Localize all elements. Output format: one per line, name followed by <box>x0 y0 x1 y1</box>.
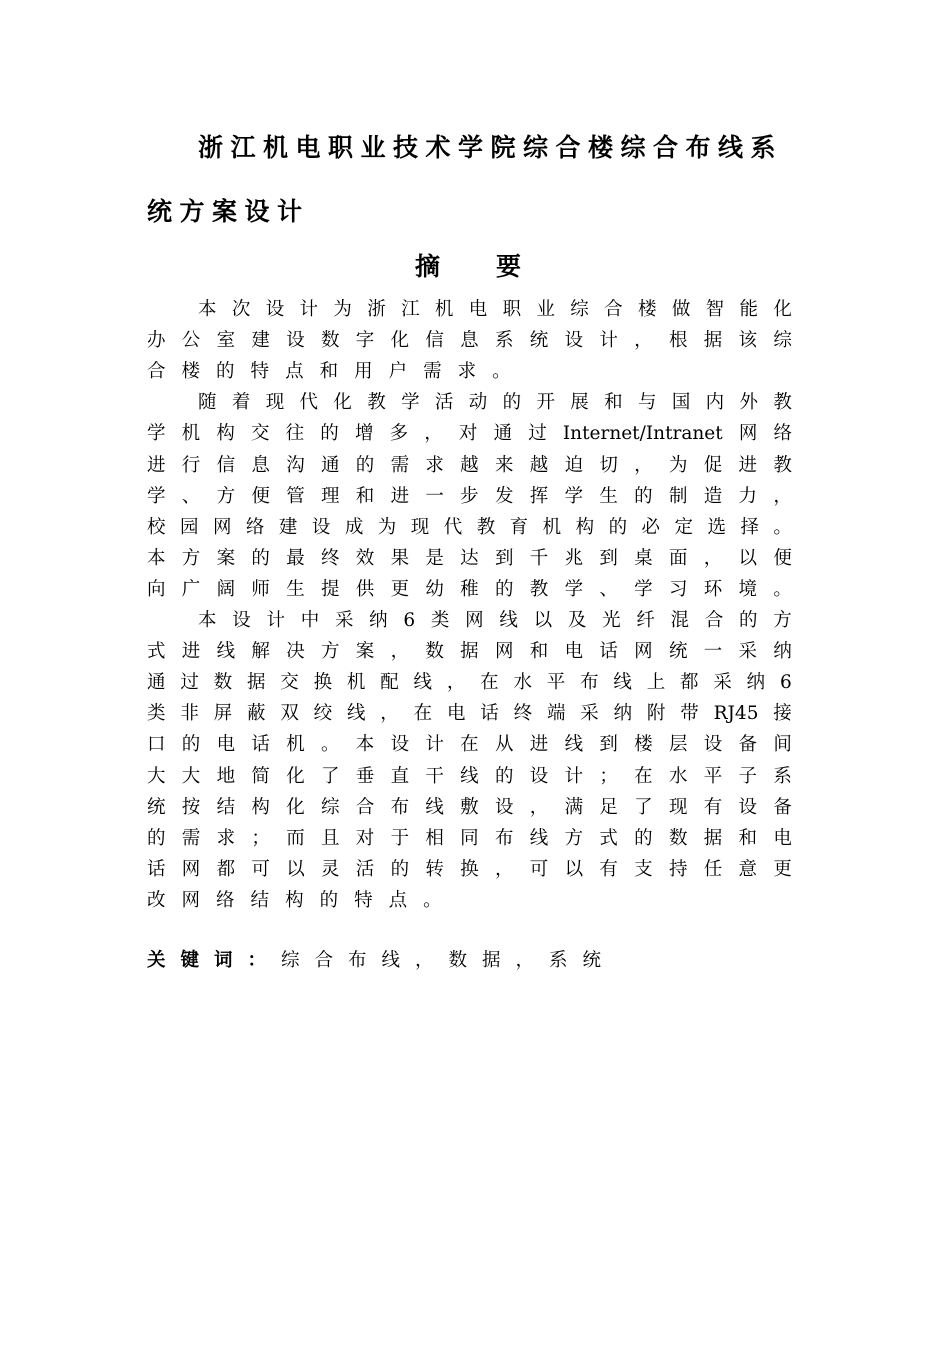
abstract-line: 本 次 设 计 为 浙 江 机 电 职 业 综 合 楼 做 智 能 化 <box>198 299 792 320</box>
abstract-line: 随 着 现 代 化 教 学 活 动 的 开 展 和 与 国 内 外 教 <box>198 392 792 414</box>
keywords-line <box>147 948 616 974</box>
abstract-heading: 摘要 <box>415 252 578 281</box>
abstract-line: 的 需 求 ； 而 且 对 于 相 同 布 线 方 式 的 数 据 和 电 <box>147 827 792 849</box>
abstract-line: 进 行 信 息 沟 通 的 需 求 越 来 越 迫 切 ， 为 促 进 教 <box>147 454 792 476</box>
abstract-line: 式 进 线 解 决 方 案 ， 数 据 网 和 电 话 网 统 一 采 纳 <box>147 641 792 663</box>
abstract-line: 向 广 阔 师 生 提 供 更 幼 稚 的 教 学 、 学 习 环 境 。 <box>147 578 792 600</box>
keywords-label: 关键词： <box>147 950 282 971</box>
abstract-line: 合 楼 的 特 点 和 用 户 需 求 。 <box>147 361 511 383</box>
abstract-line: 通 过 数 据 交 换 机 配 线 ， 在 水 平 布 线 上 都 采 纳 6 <box>147 672 792 694</box>
abstract-line: 改 网 络 结 构 的 特 点 。 <box>147 889 442 911</box>
abstract-line: 口 的 电 话 机 。 本 设 计 在 从 进 线 到 楼 层 设 备 间 <box>147 734 792 756</box>
abstract-line: 校 园 网 络 建 设 成 为 现 代 教 育 机 构 的 必 定 选 择 。 <box>147 516 792 538</box>
abstract-line: 话 网 都 可 以 灵 活 的 转 换 ， 可 以 有 支 持 任 意 更 <box>147 858 792 880</box>
abstract-line: 学 、 方 便 管 理 和 进 一 步 发 挥 学 生 的 制 造 力 ， <box>147 485 792 507</box>
abstract-line: 办 公 室 建 设 数 字 化 信 息 系 统 设 计 ， 根 据 该 综 <box>147 330 792 352</box>
abstract-line: 本 方 案 的 最 终 效 果 是 达 到 千 兆 到 桌 面 ， 以 便 <box>147 547 792 569</box>
document-title-line-1: 浙江机电职业技术学院综合楼综合布线系 <box>198 133 784 162</box>
keywords-value: 综合布线，数据，系统 <box>281 950 617 971</box>
abstract-line: 类 非 屏 蔽 双 绞 线 ， 在 电 话 终 端 采 纳 附 带 RJ45 接 <box>147 703 792 725</box>
abstract-line: 本 设 计 中 采 纳 6 类 网 线 以 及 光 纤 混 合 的 方 <box>198 610 792 631</box>
abstract-line: 学 机 构 交 往 的 增 多 ， 对 通 过 Internet/Intranet 网 络 <box>147 423 792 445</box>
abstract-line: 统 按 结 构 化 综 合 布 线 敷 设 ， 满 足 了 现 有 设 备 <box>147 796 792 818</box>
document-title-line-2: 统方案设计 <box>147 197 310 226</box>
abstract-line: 大 大 地 简 化 了 垂 直 干 线 的 设 计 ； 在 水 平 子 系 <box>147 765 792 787</box>
